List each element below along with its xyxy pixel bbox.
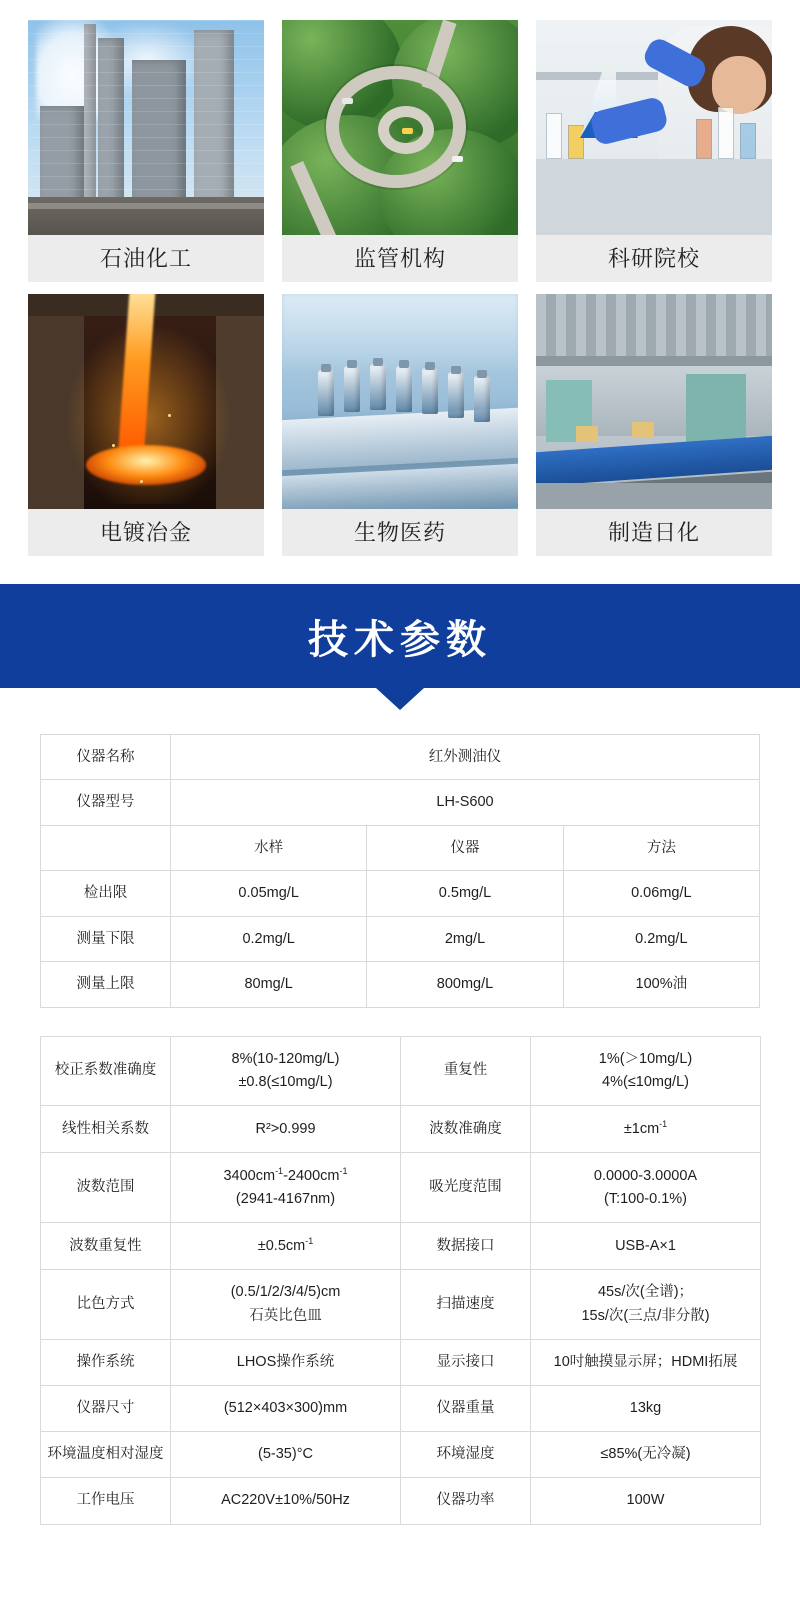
row-label: 检出限 (41, 871, 171, 916)
header-blank (41, 825, 171, 870)
cell-value: 100%油 (563, 962, 759, 1007)
cell-value: 0.05mg/L (171, 871, 367, 916)
cell-value: (512×403×300)mm (171, 1385, 401, 1431)
cell-value: ≤85%(无冷凝) (531, 1432, 761, 1478)
table-row (41, 916, 760, 961)
table-row (41, 1223, 761, 1270)
application-card (28, 20, 264, 282)
cell-value: 45s/次(全谱)； 15s/次(三点/非分散) (531, 1270, 761, 1339)
table-row (41, 1036, 761, 1105)
row-label: 仪器功率 (401, 1478, 531, 1524)
row-label: 比色方式 (41, 1270, 171, 1339)
pharmaceutical-vials-photo (282, 294, 518, 509)
tech-params-banner (0, 584, 800, 688)
application-card (282, 294, 518, 556)
row-label: 校正系数准确度 (41, 1036, 171, 1105)
row-label: 显示接口 (401, 1339, 531, 1385)
table-row (41, 1106, 761, 1153)
cell-value: 10吋触摸显示屏；HDMI拓展 (531, 1339, 761, 1385)
row-label: 波数重复性 (41, 1223, 171, 1270)
cell-value: 2mg/L (367, 916, 563, 961)
cell-value: 80mg/L (171, 962, 367, 1007)
row-label: 测量下限 (41, 916, 171, 961)
row-label: 波数准确度 (401, 1106, 531, 1153)
cell-value: (5-35)°C (171, 1432, 401, 1478)
cell-value: 0.2mg/L (563, 916, 759, 961)
row-label: 测量上限 (41, 962, 171, 1007)
row-label: 环境湿度 (401, 1432, 531, 1478)
application-caption: 电镀冶金 (28, 509, 264, 556)
table-row (41, 1385, 761, 1431)
aerial-green-park-photo (282, 20, 518, 235)
laboratory-researcher-photo (536, 20, 772, 235)
row-label: 扫描速度 (401, 1270, 531, 1339)
banner-title: 技术参数 (308, 617, 492, 662)
table-row (41, 1270, 761, 1339)
molten-metal-foundry-photo (28, 294, 264, 509)
row-label: 吸光度范围 (401, 1153, 531, 1223)
basic-spec-table (40, 734, 760, 1008)
application-scenarios-grid (0, 0, 800, 556)
cell-value: 0.06mg/L (563, 871, 759, 916)
table-row (41, 962, 760, 1007)
table-row (41, 780, 760, 825)
header-water-sample: 水样 (171, 825, 367, 870)
application-caption: 科研院校 (536, 235, 772, 282)
application-card (536, 294, 772, 556)
table-header-row (41, 825, 760, 870)
cell-value: 0.0000-3.0000A (T:100-0.1%) (531, 1153, 761, 1223)
header-method: 方法 (563, 825, 759, 870)
row-label: 操作系统 (41, 1339, 171, 1385)
cell-value: 0.5mg/L (367, 871, 563, 916)
header-instrument: 仪器 (367, 825, 563, 870)
cell-value: 100W (531, 1478, 761, 1524)
row-label: 环境温度相对湿度 (41, 1432, 171, 1478)
application-card (28, 294, 264, 556)
cell-value: 8%(10-120mg/L) ±0.8(≤10mg/L) (171, 1036, 401, 1105)
table-row (41, 1478, 761, 1524)
petrochemical-plant-photo (28, 20, 264, 235)
application-caption: 监管机构 (282, 235, 518, 282)
row-label: 仪器名称 (41, 735, 171, 780)
row-label: 仪器尺寸 (41, 1385, 171, 1431)
row-value: 红外测油仪 (171, 735, 760, 780)
detail-spec-section (0, 1008, 800, 1565)
application-caption: 石油化工 (28, 235, 264, 282)
cell-value: 0.2mg/L (171, 916, 367, 961)
cell-value: 800mg/L (367, 962, 563, 1007)
cell-value: R²>0.999 (171, 1106, 401, 1153)
cell-value: 13kg (531, 1385, 761, 1431)
cell-value: LHOS操作系统 (171, 1339, 401, 1385)
table-row (41, 735, 760, 780)
table-row (41, 1339, 761, 1385)
cell-value: $\pm 0.5cm^{-1}$ (171, 1223, 401, 1270)
cell-value: USB-A×1 (531, 1223, 761, 1270)
row-label: 波数范围 (41, 1153, 171, 1223)
application-card (282, 20, 518, 282)
table-row (41, 1432, 761, 1478)
row-label: 仪器型号 (41, 780, 171, 825)
detail-spec-table (40, 1036, 761, 1525)
application-caption: 制造日化 (536, 509, 772, 556)
application-caption: 生物医药 (282, 509, 518, 556)
application-card (536, 20, 772, 282)
factory-conveyor-photo (536, 294, 772, 509)
table-row (41, 1153, 761, 1223)
banner-arrow-icon (376, 688, 424, 710)
row-label: 重复性 (401, 1036, 531, 1105)
row-label: 线性相关系数 (41, 1106, 171, 1153)
table-row (41, 871, 760, 916)
row-label: 工作电压 (41, 1478, 171, 1524)
basic-spec-section (0, 688, 800, 1008)
row-value: LH-S600 (171, 780, 760, 825)
row-label: 数据接口 (401, 1223, 531, 1270)
cell-value: $\pm 1cm^{-1}$ (531, 1106, 761, 1153)
cell-value: $3400cm^{-1}-2400cm^{-1}$ (2941-4167nm) (171, 1153, 401, 1223)
cell-value: 1%(＞10mg/L) 4%(≤10mg/L) (531, 1036, 761, 1105)
cell-value: (0.5/1/2/3/4/5)cm 石英比色皿 (171, 1270, 401, 1339)
row-label: 仪器重量 (401, 1385, 531, 1431)
cell-value: AC220V±10%/50Hz (171, 1478, 401, 1524)
